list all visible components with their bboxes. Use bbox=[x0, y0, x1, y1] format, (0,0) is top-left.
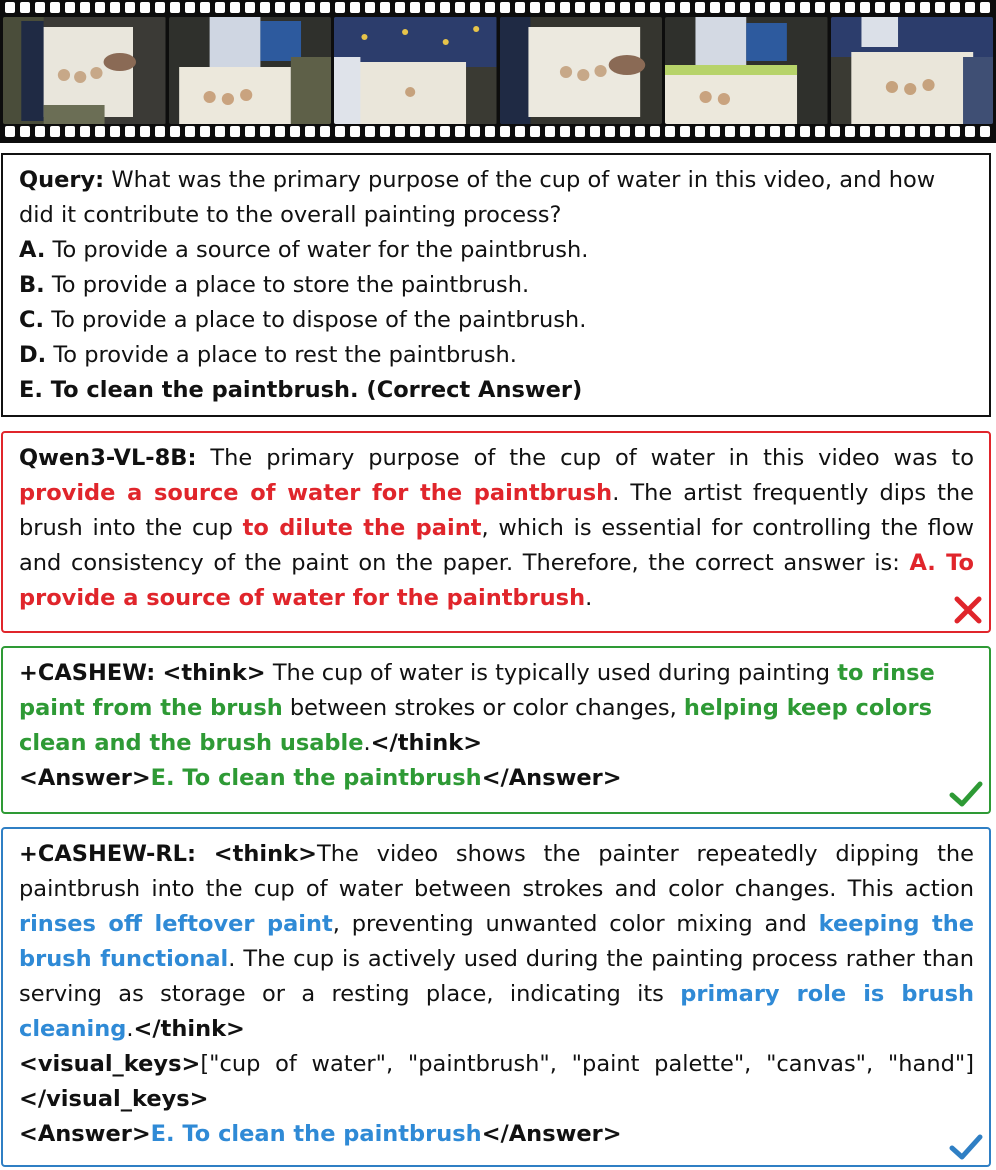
highlight-answer: E. To clean the paintbrush bbox=[150, 1121, 482, 1147]
sprocket-hole bbox=[170, 2, 180, 13]
sprocket-hole bbox=[35, 126, 45, 137]
sprocket-hole bbox=[110, 2, 120, 13]
sprocket-hole bbox=[410, 2, 420, 13]
sprocket-hole bbox=[545, 2, 555, 13]
cashew-rl-response-box bbox=[1, 827, 991, 1167]
sprocket-hole bbox=[590, 2, 600, 13]
sprocket-hole bbox=[440, 126, 450, 137]
answer-tag: </Answer> bbox=[481, 1121, 622, 1147]
sprocket-hole bbox=[965, 2, 975, 13]
sprocket-hole bbox=[635, 126, 645, 137]
sprocket-hole bbox=[290, 2, 300, 13]
sprocket-hole bbox=[5, 2, 15, 13]
option-e-correct bbox=[19, 373, 974, 408]
sprocket-hole bbox=[365, 2, 375, 13]
sprocket-hole bbox=[350, 126, 360, 137]
cashew-rl-answer bbox=[19, 1117, 974, 1152]
sprocket-hole bbox=[605, 126, 615, 137]
option-text: To provide a place to rest the paintbrush. bbox=[53, 342, 517, 368]
sprocket-hole bbox=[215, 2, 225, 13]
sprocket-hole bbox=[170, 126, 180, 137]
option-text: To provide a place to store the paintbrush. bbox=[51, 272, 530, 298]
option-letter: E. bbox=[19, 377, 43, 403]
sprocket-hole bbox=[395, 126, 405, 137]
sprocket-hole bbox=[605, 2, 615, 13]
sprocket-hole bbox=[665, 2, 675, 13]
sprocket-hole bbox=[230, 2, 240, 13]
highlight-text: to dilute the paint bbox=[242, 515, 482, 541]
cashew-rl-label: +CASHEW-RL: bbox=[19, 841, 196, 867]
sprocket-hole bbox=[650, 126, 660, 137]
sprocket-hole bbox=[245, 2, 255, 13]
option-c bbox=[19, 303, 974, 338]
sprocket-hole bbox=[275, 2, 285, 13]
sprocket-hole bbox=[710, 126, 720, 137]
sprocket-hole bbox=[950, 126, 960, 137]
sprocket-hole bbox=[155, 126, 165, 137]
video-frame-3 bbox=[334, 17, 497, 124]
option-text: To provide a source of water for the paintbrush. bbox=[52, 237, 589, 263]
sprocket-hole bbox=[980, 126, 990, 137]
option-text: To clean the paintbrush. (Correct Answer) bbox=[50, 377, 583, 403]
option-letter: C. bbox=[19, 307, 45, 333]
sprocket-hole bbox=[920, 126, 930, 137]
sprocket-hole bbox=[350, 2, 360, 13]
sprocket-hole bbox=[725, 2, 735, 13]
sprocket-hole bbox=[830, 126, 840, 137]
sprocket-hole bbox=[365, 126, 375, 137]
sprocket-hole bbox=[785, 2, 795, 13]
sprocket-hole bbox=[830, 2, 840, 13]
visual-keys-tag: </visual_keys> bbox=[19, 1086, 209, 1112]
sprocket-hole bbox=[440, 2, 450, 13]
sprocket-hole bbox=[110, 126, 120, 137]
checkmark-icon bbox=[949, 1133, 983, 1161]
sprocket-hole bbox=[890, 126, 900, 137]
sprocket-hole bbox=[200, 2, 210, 13]
cross-icon bbox=[953, 595, 983, 625]
sprocket-hole bbox=[65, 2, 75, 13]
sprocket-hole bbox=[905, 126, 915, 137]
sprocket-hole bbox=[335, 126, 345, 137]
sprocket-hole bbox=[260, 126, 270, 137]
sprocket-hole bbox=[740, 2, 750, 13]
sprocket-hole bbox=[695, 2, 705, 13]
sprocket-hole bbox=[485, 126, 495, 137]
sprocket-hole bbox=[530, 2, 540, 13]
sprocket-hole bbox=[980, 2, 990, 13]
response-text: between strokes or color changes, bbox=[289, 695, 677, 721]
highlight-text: rinses off leftover paint bbox=[19, 911, 333, 937]
sprocket-hole bbox=[140, 126, 150, 137]
response-text: . bbox=[363, 730, 371, 756]
sprocket-hole bbox=[485, 2, 495, 13]
sprocket-hole bbox=[470, 2, 480, 13]
sprocket-hole bbox=[95, 2, 105, 13]
sprocket-hole bbox=[155, 2, 165, 13]
video-frames bbox=[3, 17, 993, 124]
response-text: . The cup is actively used during the painting process rather than serving as storage or a resting place, indicating its bbox=[19, 946, 974, 1007]
sprocket-hole bbox=[785, 126, 795, 137]
sprocket-hole bbox=[665, 126, 675, 137]
sprocket-hole bbox=[380, 2, 390, 13]
think-tag: <think> bbox=[213, 841, 317, 867]
checkmark-icon bbox=[949, 780, 983, 808]
sprocket-hole bbox=[650, 2, 660, 13]
sprocket-hole bbox=[815, 126, 825, 137]
cashew-response bbox=[19, 656, 974, 761]
sprocket-hole bbox=[410, 126, 420, 137]
visual-keys-list: ["cup of water", "paintbrush", "paint palette", "canvas", "hand"] bbox=[200, 1051, 974, 1077]
sprocket-hole bbox=[620, 2, 630, 13]
think-tag: </think> bbox=[370, 730, 483, 756]
sprocket-hole bbox=[455, 126, 465, 137]
sprocket-hole bbox=[935, 2, 945, 13]
sprocket-hole bbox=[200, 126, 210, 137]
think-tag: <think> bbox=[162, 660, 266, 686]
option-letter: D. bbox=[19, 342, 47, 368]
sprocket-hole bbox=[35, 2, 45, 13]
sprocket-hole bbox=[320, 126, 330, 137]
sprocket-hole bbox=[65, 126, 75, 137]
response-text: . The artist frequently dips the brush into the cup bbox=[19, 480, 974, 541]
film-sprocket-holes-top bbox=[0, 2, 996, 16]
sprocket-hole bbox=[50, 126, 60, 137]
video-frame-4 bbox=[500, 17, 663, 124]
sprocket-hole bbox=[125, 126, 135, 137]
sprocket-hole bbox=[20, 2, 30, 13]
sprocket-hole bbox=[530, 126, 540, 137]
sprocket-hole bbox=[395, 2, 405, 13]
sprocket-hole bbox=[590, 126, 600, 137]
sprocket-hole bbox=[305, 2, 315, 13]
highlight-answer: A. To provide a source of water for the paintbrush bbox=[19, 550, 974, 611]
sprocket-hole bbox=[845, 126, 855, 137]
film-sprocket-holes-bottom bbox=[0, 126, 996, 140]
sprocket-hole bbox=[515, 2, 525, 13]
option-letter: A. bbox=[19, 237, 46, 263]
sprocket-hole bbox=[50, 2, 60, 13]
video-frame-1 bbox=[3, 17, 166, 124]
cashew-rl-visual-keys bbox=[19, 1047, 974, 1117]
query-label: Query: bbox=[19, 167, 105, 193]
option-text: To provide a place to dispose of the paintbrush. bbox=[51, 307, 587, 333]
sprocket-hole bbox=[215, 126, 225, 137]
cashew-answer bbox=[19, 761, 974, 796]
sprocket-hole bbox=[455, 2, 465, 13]
response-text: . bbox=[126, 1016, 134, 1042]
sprocket-hole bbox=[275, 126, 285, 137]
sprocket-hole bbox=[245, 126, 255, 137]
sprocket-hole bbox=[575, 2, 585, 13]
query-box bbox=[1, 153, 991, 417]
sprocket-hole bbox=[935, 126, 945, 137]
sprocket-hole bbox=[770, 126, 780, 137]
sprocket-hole bbox=[425, 126, 435, 137]
sprocket-hole bbox=[875, 2, 885, 13]
sprocket-hole bbox=[470, 126, 480, 137]
sprocket-hole bbox=[230, 126, 240, 137]
highlight-text: helping keep colors clean and the brush usable bbox=[19, 695, 932, 756]
sprocket-hole bbox=[515, 126, 525, 137]
sprocket-hole bbox=[680, 2, 690, 13]
response-text: The video shows the painter repeatedly dipping the paintbrush into the cup of water between strokes and color changes. This action bbox=[19, 841, 974, 902]
sprocket-hole bbox=[545, 126, 555, 137]
video-film-strip bbox=[0, 0, 996, 143]
sprocket-hole bbox=[695, 126, 705, 137]
sprocket-hole bbox=[875, 126, 885, 137]
sprocket-hole bbox=[620, 126, 630, 137]
sprocket-hole bbox=[500, 2, 510, 13]
sprocket-hole bbox=[725, 126, 735, 137]
query-question bbox=[19, 163, 974, 233]
sprocket-hole bbox=[920, 2, 930, 13]
sprocket-hole bbox=[965, 126, 975, 137]
sprocket-hole bbox=[740, 126, 750, 137]
option-a bbox=[19, 233, 974, 268]
sprocket-hole bbox=[20, 126, 30, 137]
sprocket-hole bbox=[425, 2, 435, 13]
highlight-text: keeping the brush functional bbox=[19, 911, 974, 972]
sprocket-hole bbox=[905, 2, 915, 13]
sprocket-hole bbox=[635, 2, 645, 13]
sprocket-hole bbox=[95, 126, 105, 137]
option-b bbox=[19, 268, 974, 303]
sprocket-hole bbox=[770, 2, 780, 13]
visual-keys-tag: <visual_keys> bbox=[19, 1051, 201, 1077]
option-letter: B. bbox=[19, 272, 45, 298]
sprocket-hole bbox=[185, 2, 195, 13]
think-tag: </think> bbox=[133, 1016, 245, 1042]
sprocket-hole bbox=[845, 2, 855, 13]
response-text: , which is essential for controlling the flow and consistency of the paint on the paper. Therefore, the correct answer is: bbox=[19, 515, 974, 576]
sprocket-hole bbox=[800, 2, 810, 13]
sprocket-hole bbox=[290, 126, 300, 137]
video-frame-2 bbox=[169, 17, 332, 124]
cashew-response-box bbox=[1, 646, 991, 814]
option-d bbox=[19, 338, 974, 373]
sprocket-hole bbox=[80, 2, 90, 13]
sprocket-hole bbox=[710, 2, 720, 13]
cashew-rl-response bbox=[19, 837, 974, 1047]
sprocket-hole bbox=[800, 126, 810, 137]
sprocket-hole bbox=[185, 126, 195, 137]
sprocket-hole bbox=[5, 126, 15, 137]
sprocket-hole bbox=[380, 126, 390, 137]
video-frame-6 bbox=[831, 17, 994, 124]
video-frame-5 bbox=[665, 17, 828, 124]
sprocket-hole bbox=[500, 126, 510, 137]
sprocket-hole bbox=[80, 126, 90, 137]
sprocket-hole bbox=[755, 2, 765, 13]
query-text: What was the primary purpose of the cup of water in this video, and how did it contribute to the overall painting process? bbox=[19, 167, 936, 228]
sprocket-hole bbox=[575, 126, 585, 137]
qwen-label: Qwen3-VL-8B: bbox=[19, 445, 197, 471]
sprocket-hole bbox=[560, 126, 570, 137]
sprocket-hole bbox=[260, 2, 270, 13]
response-text: , preventing unwanted color mixing and bbox=[332, 911, 807, 937]
sprocket-hole bbox=[305, 126, 315, 137]
sprocket-hole bbox=[125, 2, 135, 13]
response-text: The primary purpose of the cup of water in this video was to bbox=[210, 445, 974, 471]
sprocket-hole bbox=[950, 2, 960, 13]
cashew-label: +CASHEW: bbox=[19, 660, 156, 686]
sprocket-hole bbox=[815, 2, 825, 13]
highlight-text: to rinse paint from the brush bbox=[19, 660, 935, 721]
highlight-text: primary role is brush cleaning bbox=[19, 981, 974, 1042]
qwen-response-box bbox=[1, 431, 991, 633]
sprocket-hole bbox=[890, 2, 900, 13]
sprocket-hole bbox=[755, 126, 765, 137]
answer-tag: <Answer> bbox=[19, 1121, 151, 1147]
sprocket-hole bbox=[320, 2, 330, 13]
sprocket-hole bbox=[680, 126, 690, 137]
sprocket-hole bbox=[140, 2, 150, 13]
answer-tag: </Answer> bbox=[481, 765, 622, 791]
response-text: . bbox=[585, 585, 593, 611]
answer-tag: <Answer> bbox=[19, 765, 151, 791]
highlight-answer: E. To clean the paintbrush bbox=[150, 765, 482, 791]
sprocket-hole bbox=[560, 2, 570, 13]
qwen-response bbox=[19, 441, 974, 616]
sprocket-hole bbox=[860, 126, 870, 137]
sprocket-hole bbox=[335, 2, 345, 13]
response-text: The cup of water is typically used during painting bbox=[272, 660, 831, 686]
sprocket-hole bbox=[860, 2, 870, 13]
highlight-text: provide a source of water for the paintbrush bbox=[19, 480, 613, 506]
